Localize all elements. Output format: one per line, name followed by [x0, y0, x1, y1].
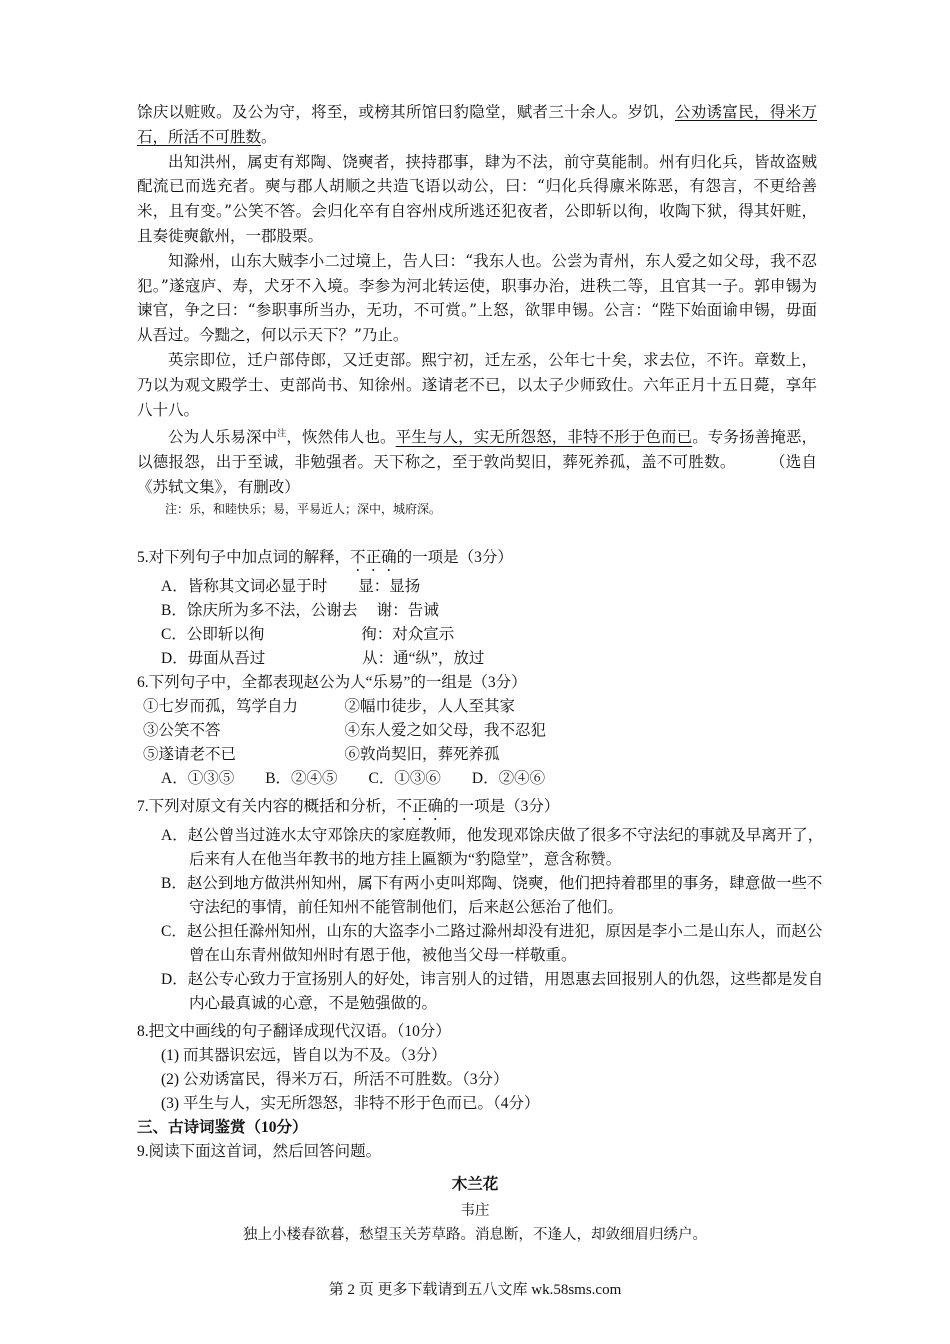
page-footer: 第 2 页 更多下载请到五八文库 wk.58sms.com: [328, 1282, 622, 1298]
question-7-option-d[interactable]: D．赵公专心致力于宣扬别人的好处，讳言别人的过错，用恩惠去回报别人的仇怨，这些都是发自内心最真诚的心意，不是勉强做的。: [161, 971, 824, 1012]
question-6-stem: 6.下列句子中，全都表现赵公为人“乐易”的一组是（3分）: [137, 674, 527, 691]
question-8-sentence-2: (2) 公劝诱富民，得米万石，所活不可胜数。（3分）: [161, 1071, 509, 1088]
underlined-sentence-2: 公劝诱富民，得米万石，所活不可胜数: [137, 103, 817, 146]
emphasis-not-correct: 不正确: [350, 549, 397, 566]
question-7: [137, 795, 827, 1016]
passage-paragraph-4: 英宗即位，迁户部侍郎，又迁吏部。熙宁初，迁左丞，公年七十矣，求去位，不许。章数上，乃以为观文殿学士、吏部尚书、知徐州。遂请老不已，以太子少师致仕。六年正月十五日薨，享年八十八。: [137, 350, 817, 419]
passage-paragraph-2: 出知洪州，属吏有郑陶、饶奭者，挟持郡事，肆为不法，前守莫能制。州有归化兵，皆故盗贼配流已而选充者。奭与郡人胡顺之共造飞语以动公，曰：“归化兵得廪米陈恶，有怨言，不更给善米，且有变。”公笑不答。会归化卒有自容州戍所逃还犯夜者，公即斩以徇，收陶下狱，得其奸赃，且奏徙奭歙州，一郡股栗。: [137, 152, 817, 245]
poem-title: 木兰花: [451, 1175, 499, 1193]
question-5-option-d[interactable]: D．毋面从吾过 从：通“纵”，放过: [161, 650, 485, 667]
poem-author: 韦庄: [460, 1203, 490, 1219]
section-3-heading: 三、古诗词鉴赏（10分）: [137, 1119, 308, 1136]
question-7-option-c[interactable]: C．赵公担任滁州知州，山东的大盗李小二路过滁州却没有进犯，原因是李小二是山东人，而赵公曾在山东青州做知州时有恩于他，被他当父母一样敬重。: [161, 923, 823, 964]
question-5-option-c[interactable]: C．公即斩以徇 徇：对众宣示: [161, 626, 455, 643]
question-6-choices[interactable]: A．①③⑤ B．②④⑤ C．①③⑥ D．②④⑥: [161, 770, 546, 787]
question-5-option-b[interactable]: B．馀庆所为多不法，公谢去 谢：告诫: [161, 602, 439, 619]
question-6-row-2: ③公笑不答 ④东人爱之如父母，我不忍犯: [143, 722, 547, 739]
footnote: 注：乐，和睦快乐；易，平易近人；深中，城府深。: [165, 502, 442, 516]
question-8-stem: 8.把文中画线的句子翻译成现代汉语。（10分）: [137, 1023, 451, 1040]
question-8: [137, 1020, 827, 1164]
question-7-option-b[interactable]: B．赵公到地方做洪州知州，属下有两小吏叫郑陶、饶奭，他们把持着郡里的事务，肆意做一些不守法纪的事情，前任知州不能管制他们，后来赵公惩治了他们。: [161, 875, 823, 916]
question-5-option-a[interactable]: A．皆称其文词必显于时 显：显扬: [161, 578, 421, 595]
question-6: [137, 671, 827, 791]
footnote-marker: 注: [277, 429, 287, 440]
classical-passage: [137, 100, 817, 500]
question-5-stem: 5.对下列句子中加点词的解释，不正确的一项是（3分）: [137, 549, 513, 566]
passage-paragraph-5: 公为人乐易深中$^注$，恢然伟人也。平生与人，实无所怨怒，非特不形于色而已。专务扬善掩恶，以德报怨，出于至诚，非勉强者。天下称之，至于敦尚契旧，葬死养孤，盖不可胜数。 （选自《苏轼文集》，有删改）: [137, 428, 817, 497]
question-8-sentence-3: (3) 平生与人，实无所怨怒，非特不形于色而已。（4分）: [161, 1095, 540, 1112]
underlined-sentence-3: 平生与人，实无所怨怒，非特不形于色而已: [395, 428, 693, 447]
question-6-row-3: ⑤遂请老不已 ⑥敦尚契旧，葬死养孤: [143, 746, 500, 763]
question-6-row-1: ①七岁而孤，笃学自力 ②幅巾徒步，人人至其家: [143, 698, 516, 715]
question-8-sentence-1: (1) 而其器识宏远，皆自以为不及。（3分）: [161, 1047, 447, 1064]
passage-paragraph-3: 知滁州，山东大贼李小二过境上，告人曰：“我东人也。公尝为青州，东人爱之如父母，我不忍犯。”遂寇庐、寿，犬牙不入境。李参为河北转运使，职事办治，进秩二等，且官其一子。郭申锡为谏官，争之曰：“参职事所当办，无功，不可赏。”上怒，欲罪申锡。公言：“陛下始面谕申锡，毋面从吾过。今黜之，何以示天下？”乃止。: [137, 251, 817, 345]
emphasis-not-correct: 不正确: [396, 798, 444, 815]
question-9-stem: 9.阅读下面这首词，然后回答问题。: [137, 1143, 382, 1160]
question-5: [137, 546, 827, 671]
passage-paragraph-1: 馀庆以赃败。及公为守，将至，或榜其所馆曰豹隐堂，赋者三十余人。岁饥，公劝诱富民，得米万石，所活不可胜数。: [137, 103, 817, 146]
passage-source: （选自《苏轼文集》，有删改）: [137, 453, 817, 497]
question-7-stem: 7.下列对原文有关内容的概括和分析，不正确的一项是（3分）: [137, 798, 560, 815]
poem-line: 独上小楼春欲暮，愁望玉关芳草路。消息断，不逢人，却敛细眉归绣户。: [243, 1227, 707, 1243]
question-7-option-a[interactable]: A．赵公曾当过涟水太守邓馀庆的家庭教师，他发现邓馀庆做了很多不守法纪的事就及早离开了，后来有人在他当年教书的地方挂上匾额为“豹隐堂”，意含称赞。: [161, 827, 824, 868]
